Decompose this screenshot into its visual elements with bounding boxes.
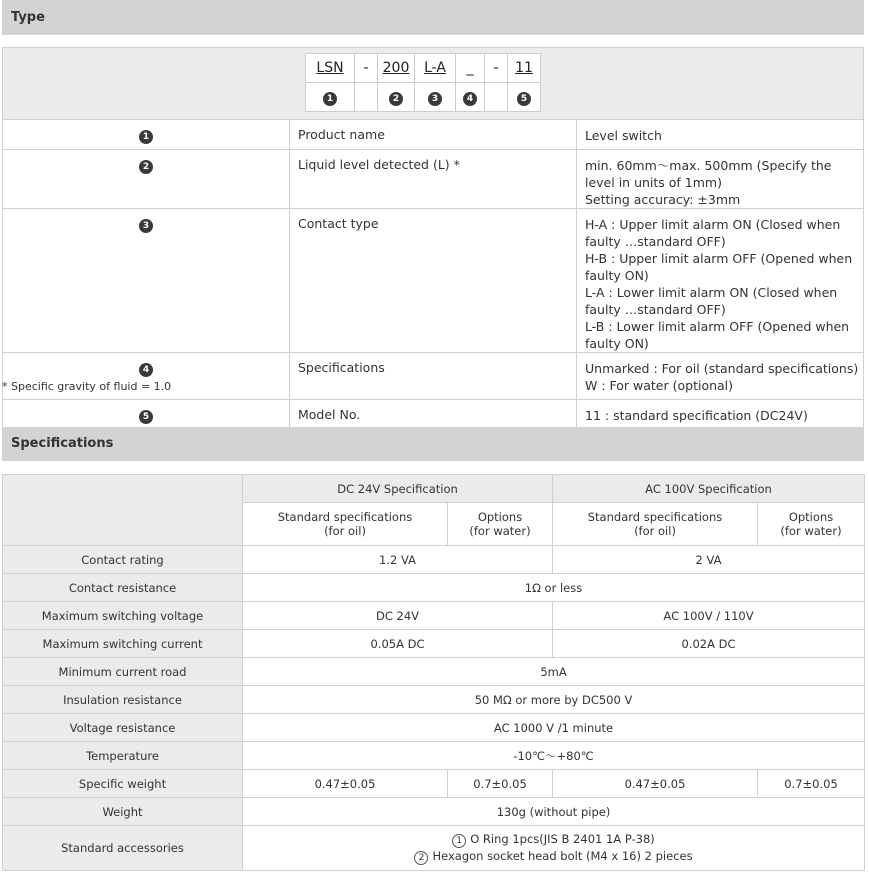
code-number: [378, 83, 415, 112]
desc-line: 11 : standard specification (DC24V): [585, 408, 808, 423]
number-2-icon: 2: [414, 851, 428, 865]
accessory-text: Hexagon socket head bolt (M4 x 16) 2 pieces: [432, 849, 693, 863]
spec-value: 0.7±0.05: [758, 770, 865, 798]
sub-header-line: Options: [788, 510, 834, 524]
type-row-desc: [577, 353, 864, 400]
accessory-item: [243, 831, 864, 848]
type-row: [3, 209, 864, 353]
spec-value: 1Ω or less: [243, 574, 865, 602]
spec-label: Weight: [3, 798, 243, 826]
number-1-icon: 1: [139, 130, 153, 144]
spec-value: 50 MΩ or more by DC500 V: [243, 686, 865, 714]
code-number: [306, 83, 355, 112]
number-1-icon: 1: [452, 834, 466, 848]
type-section-title: Type: [2, 0, 864, 35]
spec-value: 0.7±0.05: [448, 770, 553, 798]
code-number: [508, 83, 541, 112]
code-number: [456, 83, 485, 112]
type-row-num: [3, 209, 290, 353]
footnote: * Specific gravity of fluid = 1.0: [2, 380, 172, 393]
spec-value: 2 VA: [553, 546, 865, 574]
desc-line: H-A : Upper limit alarm ON (Closed when faulty …standard OFF): [585, 217, 841, 249]
type-row-name: Model No.: [290, 400, 577, 447]
sub-header-line: Standard specifications: [277, 510, 413, 524]
desc-line: W : For water (optional): [585, 378, 734, 393]
number-1-icon: 1: [323, 92, 337, 106]
spec-value: 130g (without pipe): [243, 798, 865, 826]
code-segment-text: LSN: [316, 60, 344, 76]
code-segment-text: -: [493, 60, 499, 76]
spec-value: AC 100V / 110V: [553, 602, 865, 630]
spec-label: Maximum switching current: [3, 630, 243, 658]
spec-label: Contact resistance: [3, 574, 243, 602]
spec-label: Maximum switching voltage: [3, 602, 243, 630]
spec-value: 0.05A DC: [243, 630, 553, 658]
spec-value: 0.47±0.05: [243, 770, 448, 798]
desc-line: H-B : Upper limit alarm OFF (Opened when faulty ON): [585, 251, 853, 283]
code-segment-text: -: [363, 60, 369, 76]
spec-value: 5mA: [243, 658, 865, 686]
type-row-desc: [577, 120, 864, 150]
type-row-name: Contact type: [290, 209, 577, 353]
code-segment: [485, 54, 508, 83]
accessory-item: [243, 848, 864, 865]
code-number: [415, 83, 456, 112]
spec-value: -10℃～+80℃: [243, 742, 865, 770]
spec-label: Insulation resistance: [3, 686, 243, 714]
spec-table: [2, 474, 865, 871]
desc-line: Level switch: [585, 128, 662, 143]
dc-options-header: [448, 503, 553, 546]
number-2-icon: 2: [389, 92, 403, 106]
dc-standard-header: [243, 503, 448, 546]
spec-value: 0.02A DC: [553, 630, 865, 658]
ac-group-header: AC 100V Specification: [553, 475, 865, 503]
ac-standard-header: [553, 503, 758, 546]
spec-corner-cell: [3, 475, 243, 546]
spec-row-accessories: [3, 826, 865, 871]
sub-header-line: (for oil): [634, 524, 676, 538]
spec-section-title: Specifications: [2, 427, 864, 461]
spec-value: 0.47±0.05: [553, 770, 758, 798]
code-segment-text: 200: [382, 60, 410, 76]
sub-header-line: Options: [477, 510, 523, 524]
spec-value: [243, 826, 865, 871]
number-3-icon: 3: [139, 219, 153, 233]
sub-header-line: Standard specifications: [587, 510, 723, 524]
code-number-empty: [485, 83, 508, 112]
spec-label: Standard accessories: [3, 826, 243, 871]
accessory-text: O Ring 1pcs(JIS B 2401 1A P-38): [470, 832, 655, 846]
spec-value: DC 24V: [243, 602, 553, 630]
model-code-box: [305, 53, 541, 112]
spec-row-contact-resistance: [3, 574, 865, 602]
spec-row-contact-rating: [3, 546, 865, 574]
desc-line: Unmarked : For oil (standard specifications): [585, 361, 859, 376]
code-segment: [306, 54, 355, 83]
desc-line: min. 60mm～max. 500mm (Specify the level in units of 1mm): [585, 158, 832, 190]
number-3-icon: 3: [428, 92, 442, 106]
type-row-desc: [577, 209, 864, 353]
code-segment: [456, 54, 485, 83]
spec-row-temperature: [3, 742, 865, 770]
dc-group-header: DC 24V Specification: [243, 475, 553, 503]
code-segment-text: L-A: [424, 60, 446, 76]
spec-value: 1.2 VA: [243, 546, 553, 574]
model-code-grid: [305, 53, 541, 112]
number-4-icon: 4: [463, 92, 477, 106]
number-2-icon: 2: [139, 160, 153, 174]
type-row: [3, 120, 864, 150]
type-row-name: Product name: [290, 120, 577, 150]
code-segment: [415, 54, 456, 83]
spec-value: AC 1000 V /1 minute: [243, 714, 865, 742]
spec-label: Contact rating: [3, 546, 243, 574]
desc-line: L-B : Lower limit alarm OFF (Opened when faulty ON): [585, 319, 850, 351]
spec-label: Specific weight: [3, 770, 243, 798]
spec-row-max-switching-voltage: [3, 602, 865, 630]
spec-row-voltage-resistance: [3, 714, 865, 742]
desc-line: L-A : Lower limit alarm ON (Closed when faulty …standard OFF): [585, 285, 838, 317]
number-4-icon: 4: [139, 363, 153, 377]
code-segment: [508, 54, 541, 83]
type-row-num: [3, 120, 290, 150]
spec-row-insulation-resistance: [3, 686, 865, 714]
code-segment: [378, 54, 415, 83]
type-row-name: Specifications: [290, 353, 577, 400]
sub-header-line: (for water): [469, 524, 531, 538]
type-row-name: Liquid level detected (L) *: [290, 150, 577, 209]
code-segment-text: _: [466, 60, 474, 76]
number-5-icon: 5: [139, 410, 153, 424]
sub-header-line: (for water): [780, 524, 842, 538]
spec-row-min-current-road: [3, 658, 865, 686]
spec-label: Minimum current road: [3, 658, 243, 686]
type-row-num: [3, 150, 290, 209]
code-segment-text: 11: [515, 60, 533, 76]
type-row-desc: [577, 150, 864, 209]
spec-group-header-row: [3, 475, 865, 503]
spec-row-weight: [3, 798, 865, 826]
code-number-empty: [355, 83, 378, 112]
sub-header-line: (for oil): [324, 524, 366, 538]
code-segment: [355, 54, 378, 83]
number-5-icon: 5: [517, 92, 531, 106]
spec-label: Temperature: [3, 742, 243, 770]
type-row: [3, 150, 864, 209]
spec-label: Voltage resistance: [3, 714, 243, 742]
ac-options-header: [758, 503, 865, 546]
desc-line: Setting accuracy: ±3mm: [585, 192, 741, 207]
spec-row-max-switching-current: [3, 630, 865, 658]
spec-row-specific-weight: [3, 770, 865, 798]
